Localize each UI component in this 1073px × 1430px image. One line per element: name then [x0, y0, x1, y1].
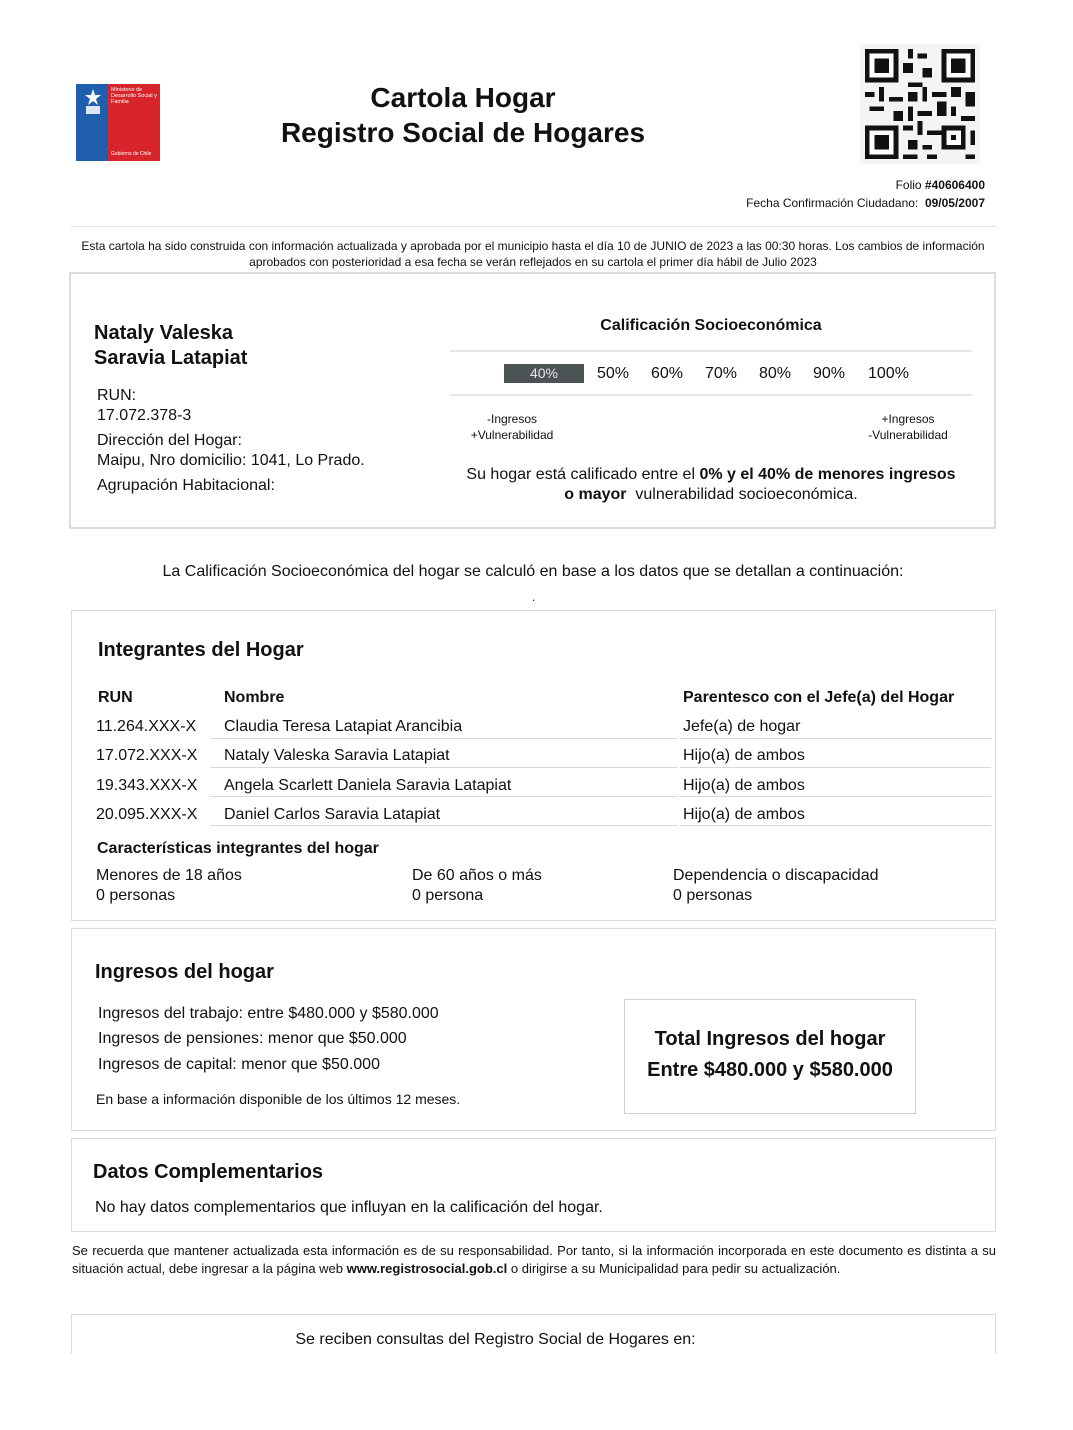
- header-parentesco: Parentesco con el Jefe(a) del Hogar: [683, 689, 955, 706]
- scale-item: 70%: [705, 365, 738, 382]
- row-divider: [680, 767, 991, 768]
- left-end-line-2: +Vulnerabilidad: [470, 428, 554, 442]
- caract-value: 0 personas: [673, 887, 753, 904]
- intro-text: La Calificación Socioeconómica del hogar se calculó en base a los datos que se detallan a continuación:: [162, 563, 904, 580]
- address-value: Maipu, Nro domicilio: 1041, Lo Prado.: [97, 452, 365, 469]
- logo-text: Ministerio de Desarrollo Social y Familia: [111, 87, 157, 105]
- row-nombre: Nataly Valeska Saravia Latapiat: [224, 747, 450, 764]
- scale-item-active: 40%: [504, 364, 584, 383]
- scale-left-end: [462, 411, 562, 443]
- consultas-text: [71, 1331, 996, 1349]
- row-run: 20.095.XXX-X: [96, 806, 198, 823]
- row-nombre: Angela Scarlett Daniela Saravia Latapiat: [224, 777, 512, 794]
- caract-label: Menores de 18 años: [96, 867, 242, 884]
- caract-mayores: [412, 866, 542, 906]
- summary-text-2: vulnerabilidad socioeconómica.: [635, 486, 858, 503]
- caract-value: 0 persona: [412, 887, 484, 904]
- person-name: [94, 321, 247, 371]
- row-parentesco: Jefe(a) de hogar: [683, 718, 801, 735]
- registro-link[interactable]: www.registrosocial.gob.cl: [346, 1260, 508, 1276]
- total-value: Entre $480.000 y $580.000: [647, 1059, 893, 1081]
- calificacion-summary: [450, 465, 972, 505]
- row-run: 17.072.XXX-X: [96, 747, 198, 764]
- ingreso-capital: Ingresos de capital: menor que $50.000: [98, 1056, 380, 1073]
- update-notice: Esta cartola ha sido construida con información actualizada y aprobada por el municipio hasta el día 10 de JUNIO de 2023 a las 00:30 horas. Los cambios de información aprobados con posterioridad a esa fecha se verán reflejados en su cartola el primer día hábil de Julio 2023: [81, 239, 985, 269]
- calificacion-top-line: [450, 350, 972, 352]
- ingresos-title: Ingresos del hogar: [95, 961, 274, 983]
- fecha-value: 09/05/2007: [924, 196, 985, 210]
- title-line-1: Cartola Hogar: [370, 82, 556, 113]
- ingreso-trabajo: Ingresos del trabajo: entre $480.000 y $580.000: [98, 1005, 439, 1022]
- scale-item: 90%: [813, 365, 846, 382]
- caract-label: De 60 años o más: [412, 867, 542, 884]
- left-end-line-1: -Ingresos: [486, 412, 538, 426]
- person-name-line-1: Nataly Valeska: [94, 322, 233, 344]
- folio-value: #40606400: [924, 178, 985, 192]
- footer-text: [72, 1242, 996, 1277]
- footer-text-2: o dirigirse a su Municipalidad para pedir su actualización.: [510, 1260, 841, 1276]
- row-divider: [210, 738, 678, 739]
- scale-item: 60%: [651, 365, 684, 382]
- run-value: 17.072.378-3: [97, 407, 192, 424]
- folio-label: Folio: [895, 178, 922, 192]
- row-divider: [210, 767, 678, 768]
- address-label: Dirección del Hogar:: [97, 432, 242, 449]
- ingreso-pensiones: Ingresos de pensiones: menor que $50.000: [98, 1030, 407, 1047]
- ministry-logo: [76, 84, 160, 161]
- summary-text-1: Su hogar está calificado entre el: [466, 466, 695, 483]
- ingresos-note: En base a información disponible de los últimos 12 meses.: [96, 1091, 461, 1107]
- row-parentesco: Hijo(a) de ambos: [683, 777, 805, 794]
- total-title: Total Ingresos del hogar: [654, 1028, 886, 1050]
- caract-value: 0 personas: [96, 887, 176, 904]
- row-run: 11.264.XXX-X: [96, 718, 197, 735]
- agrupacion-label: Agrupación Habitacional:: [97, 477, 275, 494]
- summary-bold-1: 0% y el 40% de menores ingresos: [699, 466, 956, 483]
- header-nombre: Nombre: [224, 689, 285, 706]
- row-divider: [210, 825, 678, 826]
- caract-menores: [96, 866, 242, 906]
- row-parentesco: Hijo(a) de ambos: [683, 806, 805, 823]
- coat-of-arms-icon: [82, 88, 104, 116]
- caracteristicas-title: Características integrantes del hogar: [97, 840, 379, 857]
- row-divider: [680, 796, 991, 797]
- footer-text-1: Se recuerda que mantener actualizada esta información es de su responsabilidad. Por tanto, si la información incorporada en este documento es distinta a su situación actual, debe ingresar a la página web: [72, 1243, 996, 1276]
- fecha-label: Fecha Confirmación Ciudadano:: [746, 196, 919, 210]
- row-nombre: Claudia Teresa Latapiat Arancibia: [224, 718, 463, 735]
- complementarios-title: Datos Complementarios: [93, 1161, 324, 1183]
- run-label: RUN:: [97, 387, 137, 404]
- total-ingresos-box: [624, 999, 916, 1114]
- summary-bold-2: o mayor: [564, 486, 627, 503]
- complementarios-text: No hay datos complementarios que influyan en la calificación del hogar.: [95, 1199, 603, 1216]
- consultas-label: Se reciben consultas del Registro Social de Hogares en:: [295, 1331, 696, 1348]
- right-end-line-2: -Vulnerabilidad: [868, 428, 948, 442]
- scale-item: 80%: [759, 365, 792, 382]
- caract-dependencia: [673, 866, 878, 906]
- right-end-line-1: +Ingresos: [881, 412, 935, 426]
- page-title: [200, 80, 726, 150]
- intro-dot: .: [532, 590, 536, 604]
- row-parentesco: Hijo(a) de ambos: [683, 747, 805, 764]
- row-run: 19.343.XXX-X: [96, 777, 198, 794]
- header-run: RUN: [98, 689, 133, 706]
- complementarios-box: [71, 1138, 996, 1232]
- scale-item: 100%: [868, 365, 909, 382]
- scale-item: 50%: [597, 365, 630, 382]
- logo-gov-text: Gobierno de Chile: [111, 151, 152, 157]
- scale-right-end: [856, 411, 960, 443]
- row-divider: [210, 796, 678, 797]
- calificacion-bottom-line: [450, 394, 972, 396]
- row-divider: [680, 825, 991, 826]
- title-line-2: Registro Social de Hogares: [280, 117, 646, 148]
- calificacion-title: Calificación Socioeconómica: [600, 317, 822, 334]
- qr-code-icon: [858, 44, 982, 164]
- person-name-line-2: Saravia Latapiat: [94, 347, 248, 369]
- header-divider: [70, 226, 996, 227]
- row-divider: [680, 738, 991, 739]
- folio-block: [746, 176, 985, 212]
- integrantes-title: Integrantes del Hogar: [98, 639, 304, 661]
- row-nombre: Daniel Carlos Saravia Latapiat: [224, 806, 441, 823]
- caract-label: Dependencia o discapacidad: [673, 867, 879, 884]
